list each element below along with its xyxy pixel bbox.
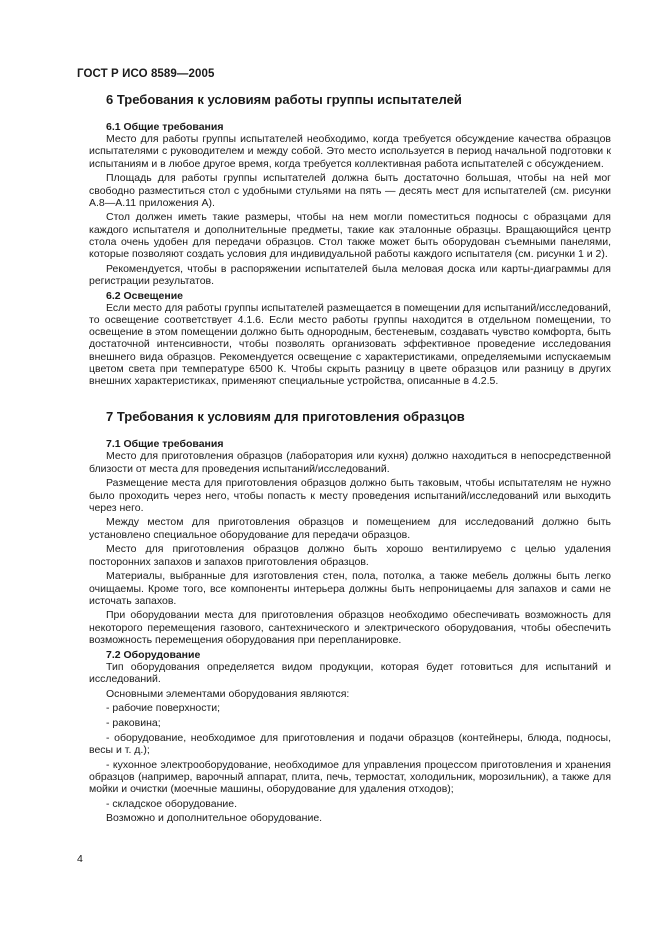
subsection-7-1-title: 7.1 Общие требования bbox=[106, 438, 224, 451]
section-6-title: 6 Требования к условиям работы группы испытателей bbox=[106, 92, 462, 107]
paragraph: Место для работы группы испытателей необходимо, когда требуется обсуждение качества образцов испытателями с руководителем и между собой. Это место используется в период начальной подготовки к испытаниям и в любое другое время, когда требуется коллективная работа испытателей с обсуждением. bbox=[89, 133, 611, 170]
list-item: - кухонное электрооборудование, необходимое для управления процессом приготовления и хранения образцов (например, варочный аппарат, плита, печь, термостат, холодильник, морозильник), а также для мойки и очистки (моечные машины, оборудование для удаления отходов); bbox=[89, 758, 611, 796]
document-header: ГОСТ Р ИСО 8589—2005 bbox=[77, 68, 215, 80]
paragraph: Место для приготовления образцов должно быть хорошо вентилируемо с целью удаления посторонних запахов и запахов приготовления образцов. bbox=[89, 543, 611, 568]
paragraph: Рекомендуется, чтобы в распоряжении испытателей была меловая доска или карты-диаграммы для регистрации результатов. bbox=[89, 262, 611, 287]
paragraph: Место для приготовления образцов (лаборатория или кухня) должно находиться в непосредственной близости от места для проведения испытаний/исследований. bbox=[89, 450, 611, 475]
paragraph: Основными элементами оборудования являются: bbox=[106, 687, 350, 700]
paragraph: При оборудовании места для приготовления образцов необходимо обеспечивать возможность для некоторого перемещения газового, сантехнического и электрического оборудования, чтобы обеспечить возможность перемещения оборудования при перепланировке. bbox=[89, 609, 611, 646]
paragraph: Материалы, выбранные для изготовления стен, пола, потолка, а также мебель должны быть легко очищаемы. Кроме того, все компоненты интерьера должны быть непроницаемы для запахов и сами не источать запахов. bbox=[89, 570, 611, 607]
paragraph: Стол должен иметь такие размеры, чтобы на нем могли поместиться подносы с образцами для каждого испытателя и дополнительные предметы, такие как эталонные образцы. Вращающийся центр стола очень удобен для передачи образцов. Стол также может быть оборудован съемными панелями, которые позволяют создать условия для индивидуальной работы каждого испытателя (см. рисунки 1 и 2). bbox=[89, 211, 611, 261]
paragraph: Между местом для приготовления образцов и помещением для исследований должно быть установлено специальное оборудование для передачи образцов. bbox=[89, 516, 611, 541]
paragraph: Площадь для работы группы испытателей должна быть достаточно большая, чтобы на ней мог свободно разместиться стол с удобными стульями на пять — десять мест для испытателей (см. рисунки А.8—А.11 приложения А). bbox=[89, 172, 611, 209]
subsection-6-2-title: 6.2 Освещение bbox=[106, 289, 184, 302]
page-number: 4 bbox=[77, 853, 83, 865]
list-item: - раковина; bbox=[106, 717, 161, 730]
list-item: - рабочие поверхности; bbox=[106, 702, 221, 715]
paragraph: Размещение места для приготовления образцов должно быть таковым, чтобы испытателям не нужно было проходить через него, чтобы попасть к месту проведения испытаний/исследований или выходить через него. bbox=[89, 477, 611, 514]
paragraph: Если место для работы группы испытателей размещается в помещении для испытаний/исследований, то освещение соответствует 4.1.6. Если место работы группы находится в отдельном помещении, то освещение в этом помещении должно быть однородным, бестеневым, создавать чувство комфорта, быть достаточной интенсивности, чтобы позволять организовать эффективное проведение исследования внешнего вида образцов. Рекомендуется освещение с характеристиками, определяемыми испускаемым цветом света при температуре 6500 К. Чтобы скрыть разницу в цвете образцов или разницу в других внешних характеристиках, применяют специальные устройства, описанные в 4.2.5. bbox=[89, 301, 611, 388]
paragraph: Возможно и дополнительное оборудование. bbox=[106, 812, 323, 825]
subsection-6-1-title: 6.1 Общие требования bbox=[106, 121, 224, 133]
page-content bbox=[89, 92, 611, 827]
subsection-7-2-title: 7.2 Оборудование bbox=[106, 648, 201, 661]
list-item: - оборудование, необходимое для приготовления и подачи образцов (контейнеры, блюда, подносы, весы и т. д.); bbox=[89, 731, 611, 756]
list-item: - складское оборудование. bbox=[106, 797, 238, 810]
paragraph: Тип оборудования определяется видом продукции, которая будет готовиться для испытаний и исследований. bbox=[89, 660, 611, 685]
section-7-title: 7 Требования к условиям для приготовления образцов bbox=[106, 409, 465, 425]
